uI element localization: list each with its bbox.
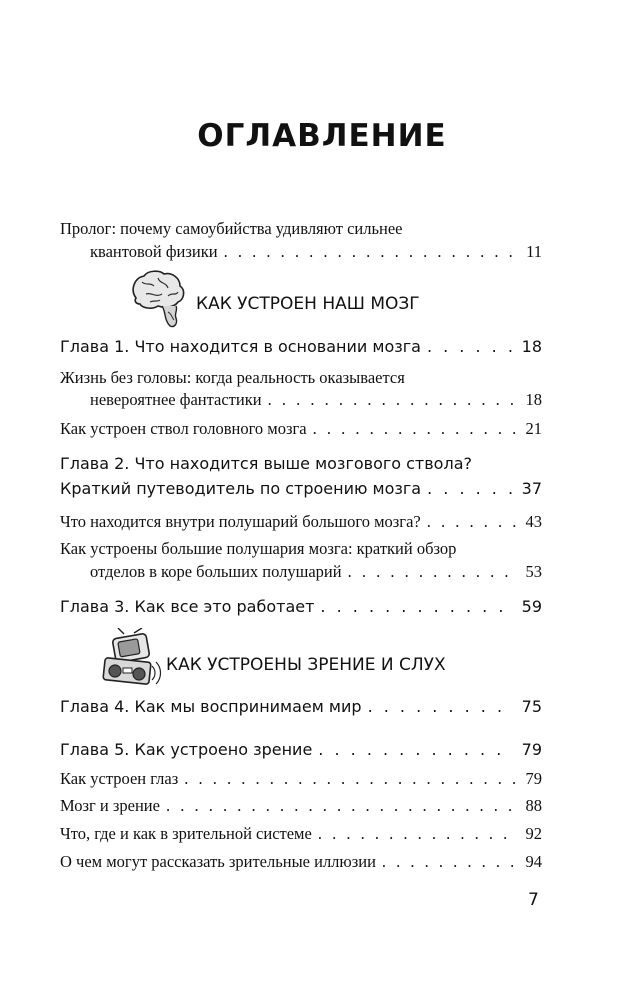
toc-entry-label: Глава 3. Как все это работает [60, 597, 315, 616]
toc-ch2-sub1[interactable] [60, 512, 542, 532]
toc-ch5-sub1[interactable] [60, 769, 542, 789]
leader-dots [224, 244, 519, 261]
toc-page-number: 18 [525, 390, 542, 409]
leader-dots [368, 699, 514, 715]
toc-page-number: 43 [525, 512, 542, 531]
leader-dots [427, 514, 518, 531]
page-title: ОГЛАВЛЕНИЕ [197, 118, 447, 154]
leader-dots [382, 854, 518, 871]
toc-ch5-sub2[interactable] [60, 796, 542, 816]
toc-prolog-line1: Пролог: почему самоубийства удивляют сильнее [60, 219, 403, 238]
toc-entry-label: Что находится внутри полушарий большого мозга? [60, 512, 421, 531]
leader-dots [348, 564, 518, 581]
toc-entry-label: Глава 4. Как мы воспринимаем мир [60, 697, 362, 716]
toc-entry-label: отделов в коре больших полушарий [90, 562, 342, 581]
page-number: 7 [528, 890, 539, 910]
toc-ch1-sub1-line1: Жизнь без головы: когда реальность оказывается [60, 368, 405, 387]
toc-chapter-1[interactable] [60, 337, 542, 356]
brain-icon [128, 268, 188, 330]
toc-ch2-sub2-line1: Как устроены большие полушария мозга: краткий обзор [60, 539, 457, 558]
toc-prolog[interactable] [90, 242, 542, 262]
leader-dots [184, 771, 517, 788]
toc-page-number: 11 [526, 242, 542, 261]
leader-dots [166, 798, 518, 815]
toc-entry-label: Глава 1. Что находится в основании мозга [60, 337, 421, 356]
toc-page-number: 79 [525, 769, 542, 788]
toc-chapter-3[interactable] [60, 597, 542, 616]
toc-ch5-sub4[interactable] [60, 852, 542, 872]
toc-chapter-2[interactable] [60, 479, 542, 498]
toc-chapter-4[interactable] [60, 697, 542, 716]
toc-entry-label: Как устроен ствол головного мозга [60, 419, 307, 438]
tv-radio-icon [100, 628, 162, 690]
toc-ch2-line1: Глава 2. Что находится выше мозгового ствола? [60, 454, 472, 473]
toc-page-number: 59 [521, 597, 542, 616]
section-heading: КАК УСТРОЕНЫ ЗРЕНИЕ И СЛУХ [166, 655, 446, 675]
toc-page-number: 53 [525, 562, 542, 581]
leader-dots [313, 421, 518, 438]
leader-dots [320, 599, 513, 615]
toc-page-number: 92 [525, 824, 542, 843]
toc-ch1-sub2[interactable] [60, 419, 542, 439]
toc-page-number: 21 [525, 419, 542, 438]
leader-dots [268, 392, 518, 409]
toc-entry-label: О чем могут рассказать зрительные иллюзии [60, 852, 376, 871]
leader-dots [427, 481, 514, 497]
toc-entry-label: невероятнее фантастики [90, 390, 262, 409]
toc-page-number: 37 [521, 479, 542, 498]
toc-page-number: 75 [521, 697, 542, 716]
toc-entry-label: Что, где и как в зрительной системе [60, 824, 312, 843]
toc-entry-label: Мозг и зрение [60, 796, 160, 815]
toc-page-number: 79 [521, 740, 542, 759]
leader-dots [318, 742, 513, 758]
toc-ch1-sub1[interactable] [90, 390, 542, 410]
toc-entry-label: Краткий путеводитель по строению мозга [60, 479, 422, 498]
toc-page-number: 94 [525, 852, 542, 871]
toc-entry-label: Как устроен глаз [60, 769, 179, 788]
leader-dots [427, 339, 514, 355]
toc-ch5-sub3[interactable] [60, 824, 542, 844]
toc-chapter-5[interactable] [60, 740, 542, 759]
toc-prolog-line2: квантовой физики [90, 242, 218, 261]
leader-dots [318, 826, 518, 843]
toc-page-number: 18 [521, 337, 542, 356]
toc-ch2-sub2[interactable] [90, 562, 542, 582]
toc-entry-label: Глава 5. Как устроено зрение [60, 740, 313, 759]
toc-page-number: 88 [525, 796, 542, 815]
section-heading: КАК УСТРОЕН НАШ МОЗГ [196, 294, 420, 314]
